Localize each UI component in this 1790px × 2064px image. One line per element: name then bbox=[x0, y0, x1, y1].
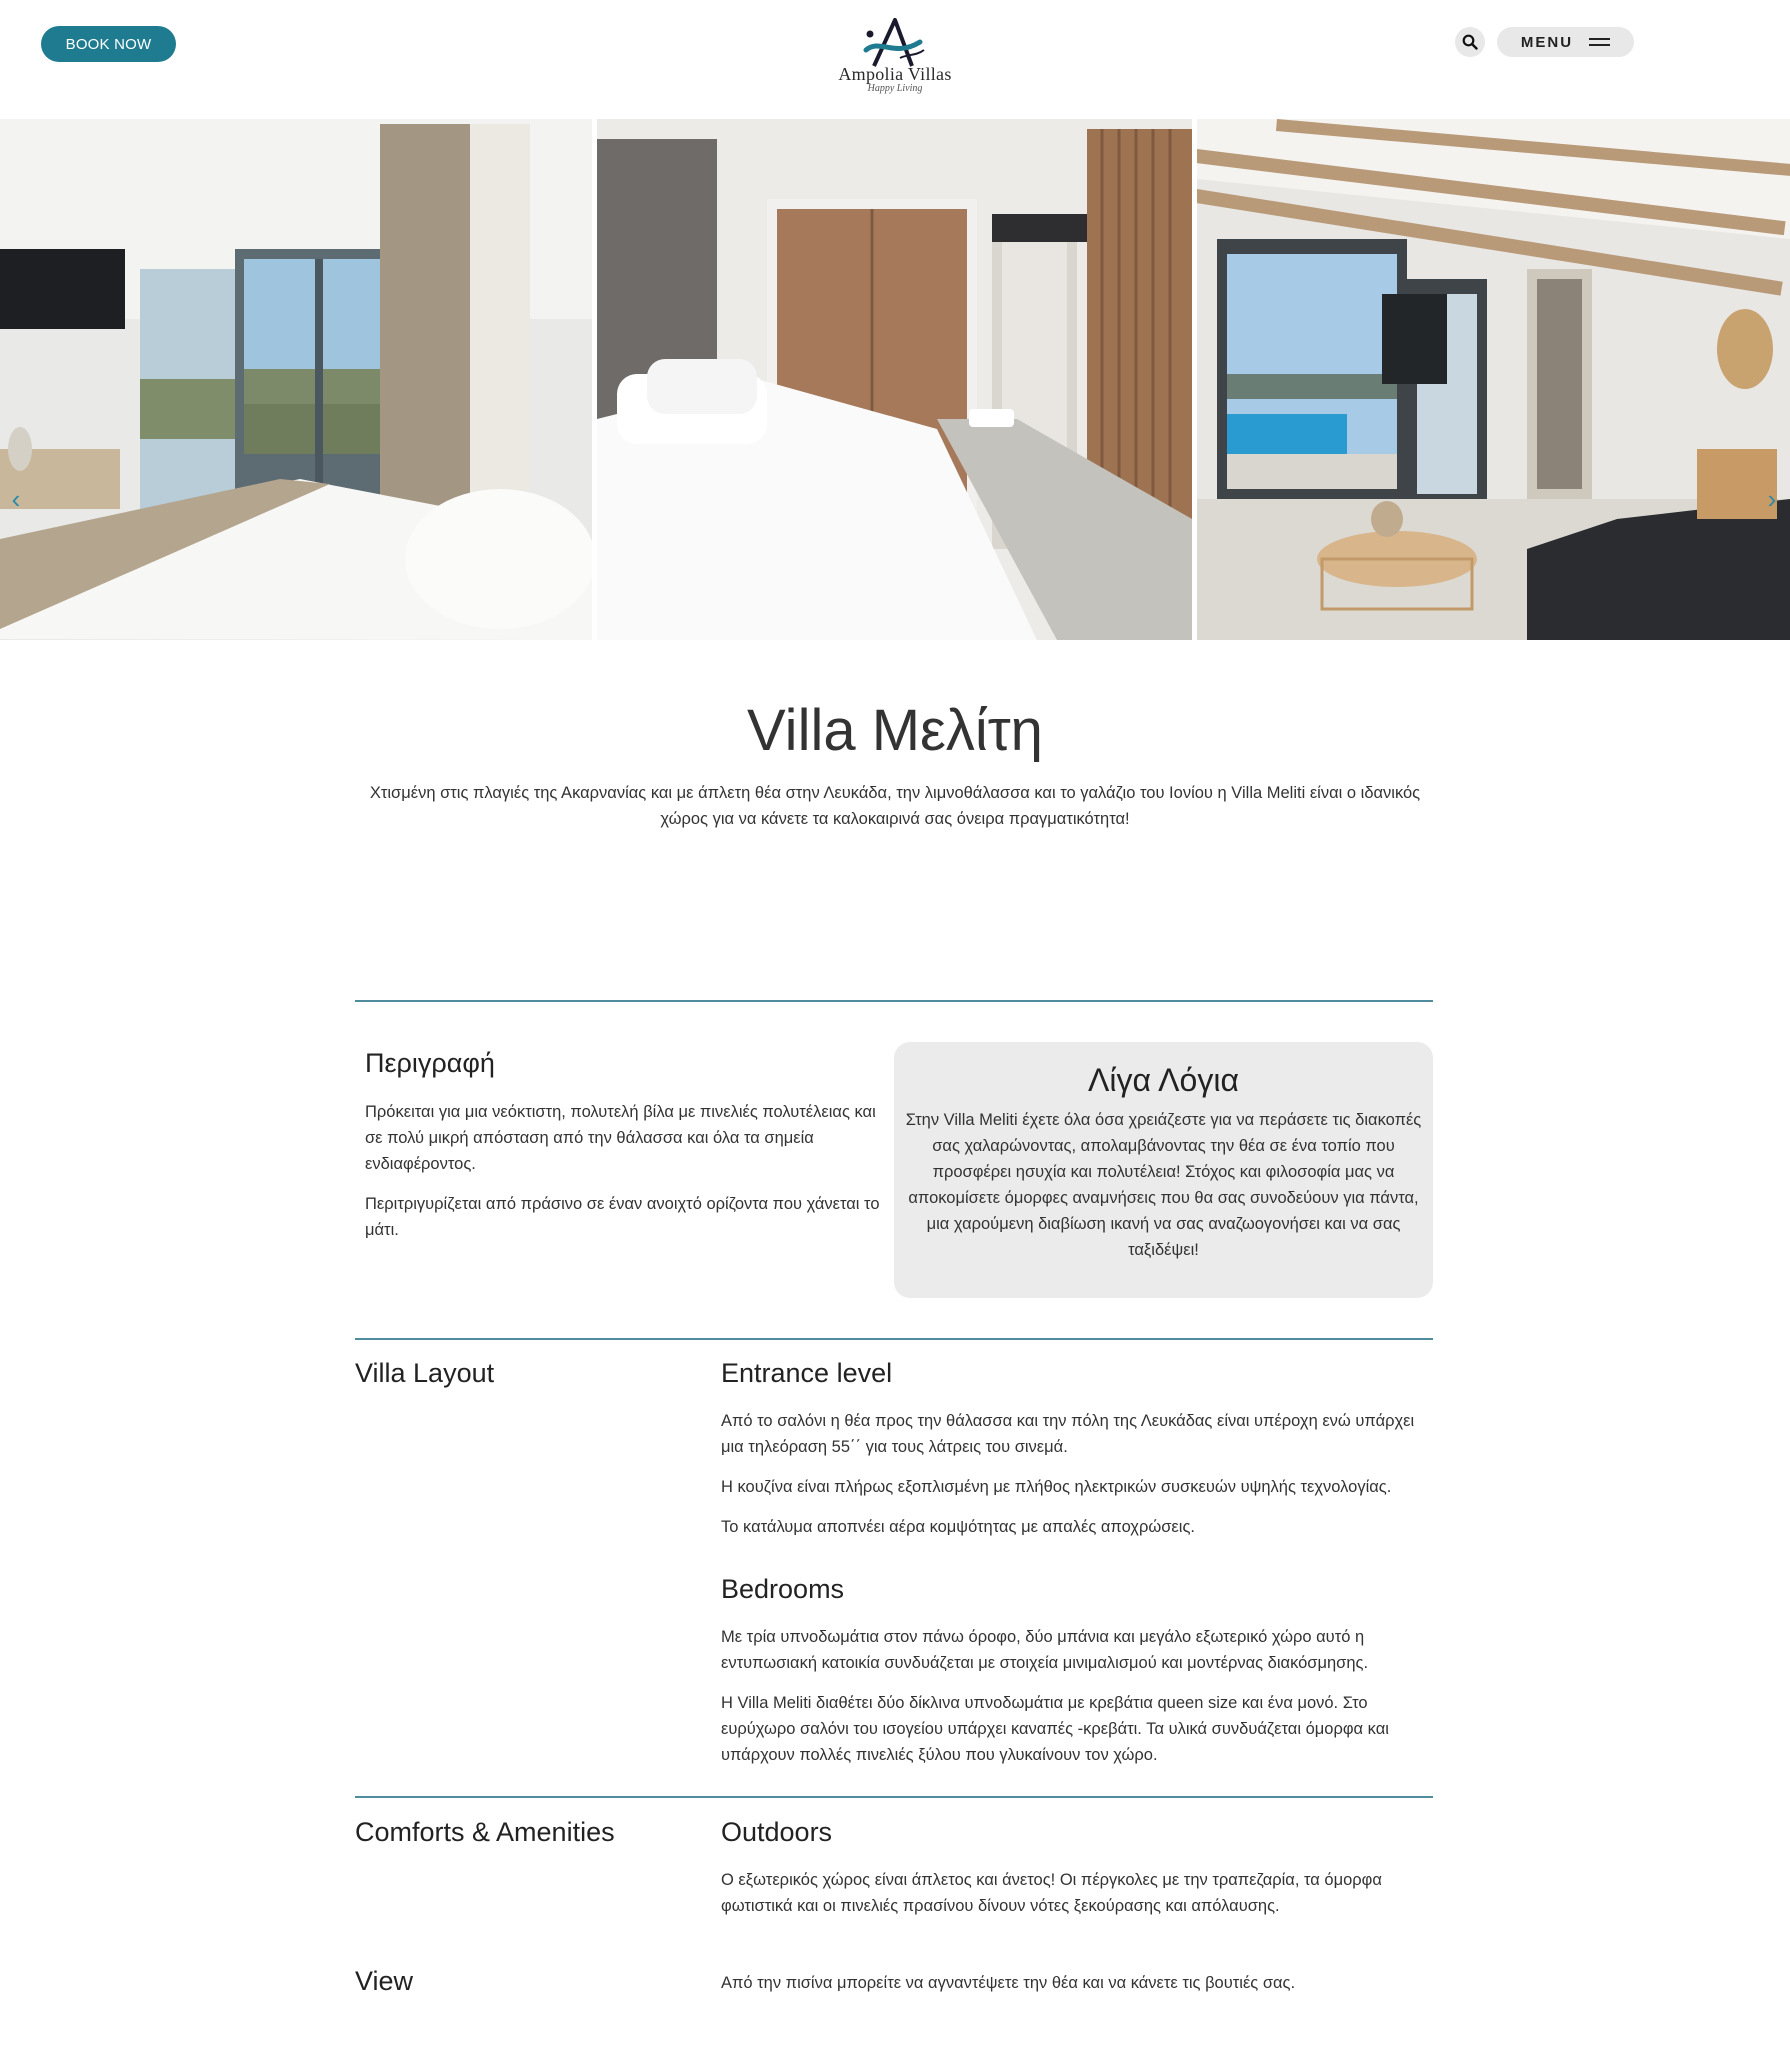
bedrooms-paragraph: Η Villa Meliti διαθέτει δύο δίκλινα υπνοδωμάτια με κρεβάτια queen size και ένα μονό. Στο ευρύχωρο σαλόνι του ισογείου υπάρχει καναπές -κρεβάτι. Τα υλικά συνδυάζεται όμορφα και υπάρχουν πολλές πινελιές ξύλου που γλυκαίνουν τον χώρο. bbox=[721, 1694, 1389, 1764]
bedrooms-heading: Bedrooms bbox=[721, 1574, 845, 1604]
logo-tagline: Happy Living bbox=[867, 83, 923, 94]
villa-layout-content bbox=[721, 1358, 1433, 1768]
villa-layout-heading: Villa Layout bbox=[355, 1358, 495, 1388]
section-divider bbox=[355, 1796, 1433, 1798]
hamburger-icon bbox=[1589, 38, 1610, 46]
outdoors-heading: Outdoors bbox=[721, 1817, 833, 1847]
gallery-slide-bedroom-with-view[interactable] bbox=[0, 119, 592, 640]
description-section bbox=[365, 1048, 885, 1243]
bedrooms-paragraph: Με τρία υπνοδωμάτια στον πάνω όροφο, δύο μπάνια και μεγάλο εξωτερικό χώρο αυτό η εντυπωσιακή κατοικία συνδυάζεται με στοιχεία μινιμαλισμού και μοντέρνας διακόσμησης. bbox=[721, 1628, 1369, 1672]
gallery-slide-living-room-with-pool[interactable] bbox=[1197, 119, 1790, 640]
logo-mark-icon bbox=[860, 14, 930, 70]
menu-button[interactable] bbox=[1497, 27, 1634, 57]
page-title: Villa Μελίτη bbox=[747, 698, 1043, 763]
description-paragraph: Πρόκειται για μια νεόκτιστη, πολυτελή βίλα με πινελιές πολυτέλειας και σε πολύ μικρή απόσταση από την θάλασσα και όλα τα σημεία ενδιαφέροντος. bbox=[365, 1103, 876, 1173]
few-words-box bbox=[894, 1042, 1433, 1298]
intro-text: Χτισμένη στις πλαγιές της Ακαρνανίας και με άπλετη θέα στην Λευκάδα, την λιμνοθάλασσα και το γαλάζιο του Ιονίου η Villa Meliti είναι ο ιδανικός χώρος για να κάνετε τα καλοκαιρινά σας όνειρα πραγματικότητα! bbox=[369, 784, 1421, 828]
description-paragraph: Περιτριγυρίζεται από πράσινο σε έναν ανοιχτό ορίζοντα που χάνεται το μάτι. bbox=[365, 1195, 880, 1239]
search-button[interactable] bbox=[1455, 27, 1485, 57]
menu-label: MENU bbox=[1520, 33, 1574, 51]
gallery-next-button[interactable] bbox=[1762, 484, 1782, 514]
gallery-prev-button[interactable] bbox=[6, 484, 26, 514]
outdoors-text: Ο εξωτερικός χώρος είναι άπλετος και άνετος! Οι πέργκολες με την τραπεζαρία, τα όμορφα φωτιστικά και οι πινελιές πρασίνου δίνουν νότες ξεκούρασης και απόλαυσης. bbox=[721, 1871, 1382, 1915]
chevron-right-icon: › bbox=[1767, 484, 1777, 514]
section-divider bbox=[355, 1000, 1433, 1002]
few-words-heading: Λίγα Λόγια bbox=[1088, 1062, 1239, 1098]
gallery-slide-bedroom-with-wardrobe[interactable] bbox=[597, 119, 1192, 640]
chevron-left-icon: ‹ bbox=[11, 484, 21, 514]
logo-name: Ampolia Villas bbox=[838, 64, 952, 84]
site-logo[interactable] bbox=[833, 14, 957, 110]
photo-gallery[interactable] bbox=[0, 119, 1790, 640]
view-heading: View bbox=[355, 1966, 414, 1996]
section-divider bbox=[355, 1338, 1433, 1340]
description-heading: Περιγραφή bbox=[365, 1048, 495, 1078]
entrance-paragraph: Το κατάλυμα αποπνέει αέρα κομψότητας με απαλές αποχρώσεις. bbox=[721, 1518, 1195, 1536]
comforts-heading: Comforts & Amenities bbox=[355, 1817, 615, 1847]
book-now-button[interactable]: BOOK NOW bbox=[41, 26, 176, 62]
few-words-text: Στην Villa Meliti έχετε όλα όσα χρειάζεστε για να περάσετε τις διακοπές σας χαλαρώνοντας, απολαμβάνοντας την θέα σε ένα τοπίο που προσφέρει ησυχία και πολυτέλεια! Στόχος και φιλοσοφία μας να αποκομίσετε όμορφες αναμνήσεις που θα σας συνοδεύουν για πάντα, μια χαρούμενη διαβίωση ικανή να σας αναζωογονήσει και να σας ταξιδέψει! bbox=[905, 1111, 1422, 1259]
outdoors-content bbox=[721, 1817, 1433, 1919]
entrance-paragraph: Η κουζίνα είναι πλήρως εξοπλισμένη με πλήθος ηλεκτρικών συσκευών υψηλής τεχνολογίας. bbox=[721, 1478, 1392, 1496]
view-text: Από την πισίνα μπορείτε να αγναντέψετε την θέα και να κάνετε τις βουτιές σας. bbox=[721, 1974, 1296, 1992]
entrance-paragraph: Από το σαλόνι η θέα προς την θάλασσα και την πόλη της Λευκάδας είναι υπέροχη ενώ υπάρχει μια τηλεόραση 55΄΄ για τους λάτρεις του σινεμά. bbox=[721, 1412, 1415, 1456]
entrance-level-heading: Entrance level bbox=[721, 1358, 893, 1388]
search-icon bbox=[1462, 34, 1478, 50]
